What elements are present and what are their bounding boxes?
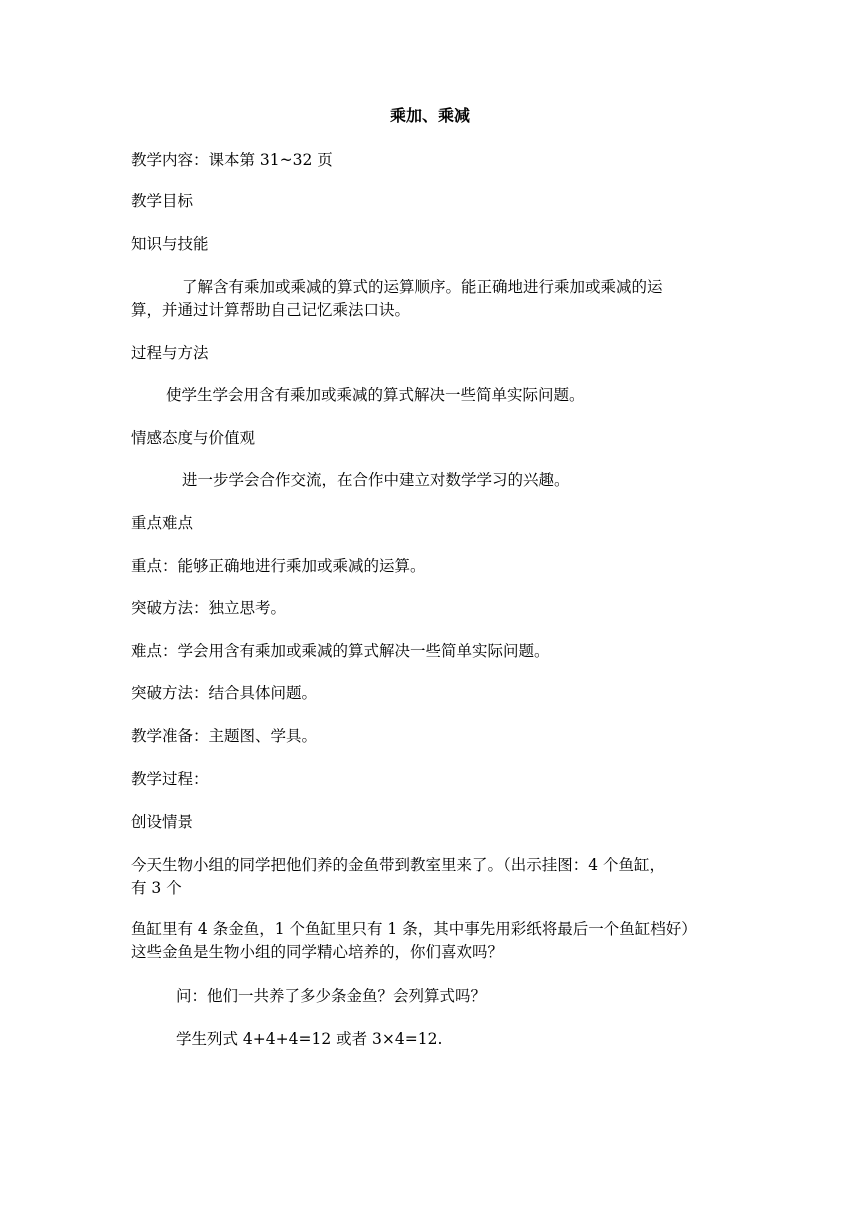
paragraph-line: 有 3 个 bbox=[131, 879, 182, 897]
section-heading-process-methods: 过程与方法 bbox=[131, 344, 209, 362]
breakthrough-method-line: 突破方法：结合具体问题。 bbox=[131, 684, 318, 702]
section-heading-key-points: 重点难点 bbox=[131, 514, 194, 532]
question-line: 问：他们一共养了多少条金鱼？会列算式吗？ bbox=[176, 987, 487, 1005]
paragraph-line: 今天生物小组的同学把他们养的金鱼带到教室里来了。（出示挂图：4 个鱼缸， bbox=[131, 856, 666, 874]
student-answer-line: 学生列式 4+4+4=12 或者 3×4=12. bbox=[176, 1030, 443, 1048]
paragraph-line: 算，并通过计算帮助自己记忆乘法口诀。 bbox=[131, 301, 411, 319]
document-title: 乘加、乘减 bbox=[389, 106, 470, 125]
paragraph-line: 进一步学会合作交流，在合作中建立对数学学习的兴趣。 bbox=[182, 471, 570, 489]
key-point-line: 重点：能够正确地进行乘加或乘减的运算。 bbox=[131, 557, 426, 575]
teaching-content-line: 教学内容：课本第 31~32 页 bbox=[131, 151, 333, 169]
section-heading-knowledge-skills: 知识与技能 bbox=[131, 235, 209, 253]
difficulty-line: 难点：学会用含有乘加或乘减的算式解决一些简单实际问题。 bbox=[131, 642, 550, 660]
section-heading-teaching-process: 教学过程： bbox=[131, 770, 209, 788]
paragraph-line: 了解含有乘加或乘减的算式的运算顺序。能正确地进行乘加或乘减的运 bbox=[182, 278, 663, 296]
paragraph-line: 使学生学会用含有乘加或乘减的算式解决一些简单实际问题。 bbox=[166, 386, 585, 404]
paragraph-line: 鱼缸里有 4 条金鱼，1 个鱼缸里只有 1 条，其中事先用彩纸将最后一个鱼缸档好） bbox=[131, 920, 697, 938]
teaching-preparation-line: 教学准备：主题图、学具。 bbox=[131, 727, 318, 745]
section-heading-scenario: 创设情景 bbox=[131, 813, 194, 831]
section-heading-emotion-values: 情感态度与价值观 bbox=[131, 429, 256, 447]
paragraph-line: 这些金鱼是生物小组的同学精心培养的，你们喜欢吗？ bbox=[131, 943, 504, 961]
breakthrough-method-line: 突破方法：独立思考。 bbox=[131, 599, 287, 617]
section-heading-teaching-goals: 教学目标 bbox=[131, 192, 194, 210]
